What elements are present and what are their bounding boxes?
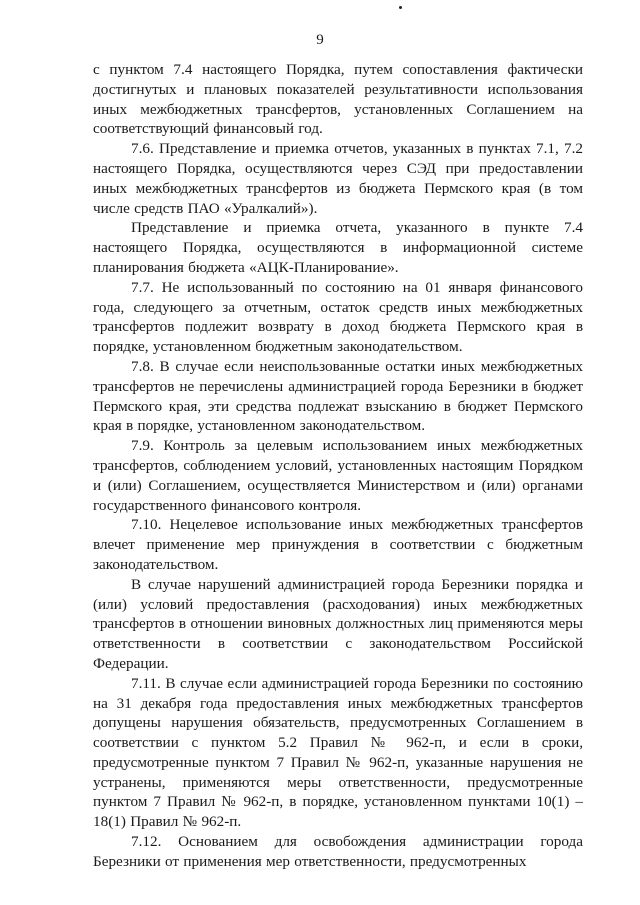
paragraph-7-10-violations: В случае нарушений администрацией города Березники порядка и (или) условий предоставления (расходования) иных межбюджетных трансфертов в отношении виновных должностных лиц применяются меры ответственности в соответствии с законодательством Российской Федерации.	[93, 575, 583, 672]
paragraph-7-6: 7.6. Представление и приемка отчетов, указанных в пунктах 7.1, 7.2 настоящего Порядка, осуществляются через СЭД при предоставлении иных межбюджетных трансфертов из бюджета Пермского края (в том числе средств ПАО «Уралкалий»).	[93, 140, 583, 217]
page-number: 9	[316, 32, 324, 48]
paragraph-7-9: 7.9. Контроль за целевым использованием иных межбюджетных трансфертов, соблюдением условий, установленных настоящим Порядком и (или) Соглашением, осуществляется Министерством и (или) органами государственного финансового контроля.	[93, 437, 583, 514]
paragraph-7-6-report-acceptance: Представление и приемка отчета, указанного в пункте 7.4 настоящего Порядка, осуществляются в информационной системе планирования бюджета «АЦК-Планирование».	[93, 219, 583, 276]
paragraph-7-11: 7.11. В случае если администрацией города Березники по состоянию на 31 декабря года предоставления иных межбюджетных трансфертов допущены нарушения обязательств, предусмотренных Соглашением в соответствии с пунктом 5.2 Правил № 962-п, и если в сроки, предусмотренные пунктом 7 Правил № 962-п, указанные нарушения не устранены, применяются меры ответственности, предусмотренные пунктом 7 Правил № 962-п, в порядке, установленном пунктами 10(1) – 18(1) Правил № 962-п.	[93, 674, 583, 831]
document-body	[93, 60, 583, 872]
scan-dot	[399, 6, 402, 9]
paragraph-7-7: 7.7. Не использованный по состоянию на 01 января финансового года, следующего за отчетным, остаток средств иных межбюджетных трансфертов подлежит возврату в доход бюджета Пермского края в порядке, установленном бюджетным законодательством.	[93, 278, 583, 356]
paragraph-7-12: 7.12. Основанием для освобождения администрации города Березники от применения мер ответственности, предусмотренных	[93, 833, 583, 870]
paragraph-7-8: 7.8. В случае если неиспользованные остатки иных межбюджетных трансфертов не перечислены администрацией города Березники в бюджет Пермского края, эти средства подлежат взысканию в бюджет Пермского края в порядке, установленном законодательством.	[93, 357, 583, 435]
paragraph-7-5-continuation: с пунктом 7.4 настоящего Порядка, путем сопоставления фактически достигнутых и плановых показателей результативности использования иных межбюджетных трансфертов, установленных Соглашением на соответствующий финансовый год.	[93, 61, 583, 138]
paragraph-7-10: 7.10. Нецелевое использование иных межбюджетных трансфертов влечет применение мер принуждения в соответствии с бюджетным законодательством.	[93, 516, 583, 573]
